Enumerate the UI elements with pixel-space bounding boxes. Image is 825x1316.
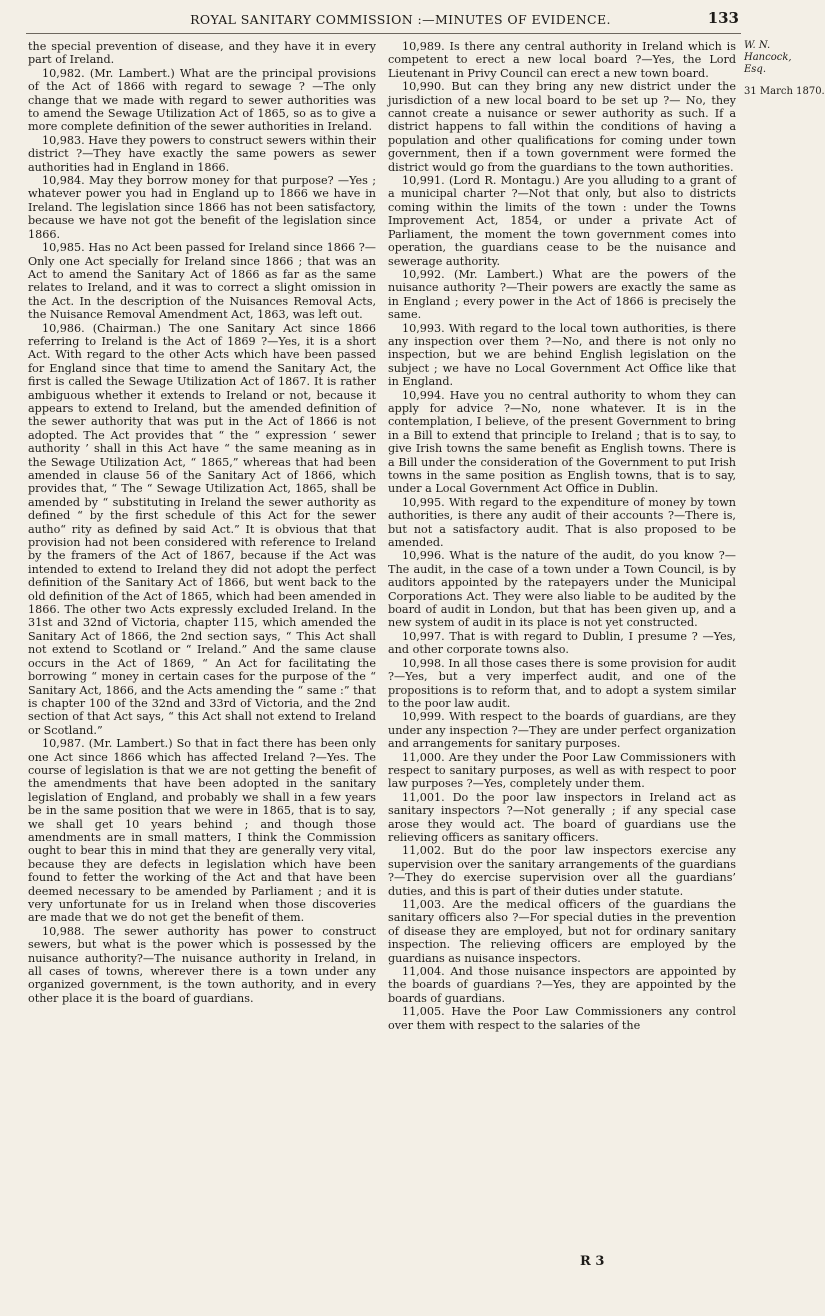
paragraph: 10,991. (Lord R. Montagu.) Are you alluding to a grant of a municipal charter ?—Not that only, but also to districts coming within the limits of the town : under the Towns Improvement Act, 1854, or under a private Act of Parliament, the moment the town government comes into operation, the guardians cease to be the nuisance and sewerage authority. xyxy=(388,174,736,268)
paragraph: 11,002. But do the poor law inspectors exercise any supervision over the sanitary arrangements of the guardians ?—They do exercise supervision over all the guardians’ duties, and this is part of their duties under statute. xyxy=(388,844,736,898)
paragraph: 11,000. Are they under the Poor Law Commissioners with respect to sanitary purposes, as well as with respect to poor law purposes ?—Yes, completely under them. xyxy=(388,750,736,791)
paragraph: 10,987. (Mr. Lambert.) So that in fact there has been only one Act since 1866 which has affected Ireland ?—Yes. The course of legislation is that we are not getting the benefit of the amendments that have been adopted in the sanitary legislation of England, and probably we shall in a few years be in the same position that we were in 1865, that is to say, we shall get 10 years behind ; and though those amendments are in small matters, I think the Commission ought to bear this in mind that they are generally very vital, because they are defects in legislation which have been found to fetter the working of the Act and that have been deemed necessary to be amended by Parliament ; and it is very unfortunate for us in Ireland when those discoveries are made that we do not get the benefit of them. xyxy=(28,737,376,925)
witness-name: W. N. xyxy=(744,40,771,51)
paragraph: 10,997. That is with regard to Dublin, I presume ? —Yes, and other corporate towns also. xyxy=(388,629,736,657)
right-column xyxy=(388,40,736,1032)
paragraph: 10,993. With regard to the local town authorities, is there any inspection over them ?—No, and there is not only no inspection, but we are behind English legislation on the subject ; we have no Local Government Act Office like that in England. xyxy=(388,321,736,389)
paragraph: 10,996. What is the nature of the audit, do you know ?—The audit, in the case of a town under a Town Council, is by auditors appointed by the ratepayers under the Municipal Corporations Act. They were also liable to be audited by the board of audit in London, but that has been given up, and a new system of audit in its place is not yet constructed. xyxy=(388,549,736,630)
witness-margin-note xyxy=(744,40,825,98)
paragraph: 10,983. Have they powers to construct sewers within their district ?—They have exactly the same powers as sewer authorities had in England in 1866. xyxy=(28,133,376,174)
header-rule xyxy=(26,33,741,34)
paragraph: 10,988. The sewer authority has power to construct sewers, but what is the power which is possessed by the nuisance authority?—The nuisance authority in Ireland, in all cases of towns, wherever there is a town under any organized government, is the town authority, and in every other place it is the board of guardians. xyxy=(28,924,376,1005)
paragraph: the special prevention of disease, and they have it in every part of Ireland. xyxy=(28,40,376,67)
paragraph: 11,004. And those nuisance inspectors are appointed by the boards of guardians ?—Yes, they are appointed by the boards of guardians. xyxy=(388,965,736,1005)
paragraph: 11,003. Are the medical officers of the guardians the sanitary officers also ?—For special duties in the prevention of disease they are employed, but not for ordinary sanitary inspection. The relieving officers are employed by the guardians as nuisance inspectors. xyxy=(388,898,736,965)
paragraph: 10,986. (Chairman.) The one Sanitary Act since 1866 referring to Ireland is the Act of 1869 ?—Yes, it is a short Act. With regard to the other Acts which have been passed for England since that time to amend the Sanitary Act, the first is called the Sewage Utilization Act of 1867. It is rather ambiguous whether it extends to Ireland or not, because it appears to extend to Ireland, but the amended definition of the sewer authority that was put in the Act of 1866 is not adopted. The Act provides that “ the “ expression ‘ sewer authority ’ shall in this Act have “ the same meaning as in the Sewage Utilization Act, “ 1865,” whereas that had been amended in clause 56 of the Sanitary Act of 1866, which provides that, “ The “ Sewage Utilization Act, 1865, shall be amended by “ substituting in Ireland the sewer authority as defined “ by the first schedule of this Act for the sewer autho“ rity as defined by said Act.” It is obvious that that provision had not been considered with reference to Ireland by the framers of the Act of 1867, because if the Act was intended to extend to Ireland they did not adopt the perfect definition of the Sanitary Act of 1866, but went back to the old definition of the Act of 1865, which had been amended in 1866. The other two Acts expressly excluded Ireland. In the 31st and 32nd of Victoria, chapter 115, which amended the Sanitary Act of 1866, the 2nd section says, “ This Act shall not extend to Scotland or “ Ireland.” And the same clause occurs in the Act of 1869, “ An Act for facilitating the borrowing “ money in certain cases for the purpose of the “ Sanitary Act, 1866, and the Acts amending the “ same :” that is chapter 100 of the 32nd and 33rd of Victoria, and the 2nd section of that Act says, “ this Act shall not extend to Ireland or Scotland.” xyxy=(28,321,376,737)
running-title: ROYAL SANITARY COMMISSION :—MINUTES OF EVIDENCE. xyxy=(190,12,611,27)
paragraph: 10,984. May they borrow money for that purpose? —Yes ; whatever power you had in England up to 1866 we have in Ireland. The legislation since 1866 has not been satisfactory, because we have not got the benefit of the legislation since 1866. xyxy=(28,174,376,241)
witness-title: Hancock, Esq. xyxy=(744,52,792,75)
paragraph: 10,999. With respect to the boards of guardians, are they under any inspection ?—They are under perfect organization and arrangements for sanitary purposes. xyxy=(388,710,736,751)
paragraph: 10,995. With regard to the expenditure of money by town authorities, is there any audit of their accounts ?—There is, but not a satisfactory audit. That is also proposed to be amended. xyxy=(388,495,736,550)
page-number: 133 xyxy=(707,9,739,27)
paragraph: 11,001. Do the poor law inspectors in Ireland act as sanitary inspectors ?—Not generally ; if any special case arose they would act. The board of guardians use the relieving officers as sanitary officers. xyxy=(388,790,736,844)
session-date: 31 March 1870. xyxy=(744,86,825,97)
paragraph: 10,982. (Mr. Lambert.) What are the principal provisions of the Act of 1866 with regard to sewage ? —The only change that we made with regard to sewer authorities was to amend the Sewage Utilization Act of 1865, so as to give a more complete definition of the sewer authorities in Ireland. xyxy=(28,66,376,134)
paragraph: 10,990. But can they bring any new district under the jurisdiction of a new local board to be set up ?— No, they cannot create a nuisance or sewer authority as such. If a district happens to fall within the conditions of having a population and other qualifications for coming under town government, then if a town government were formed the district would go from the guardians to the town authorities. xyxy=(388,80,736,174)
paragraph: 11,005. Have the Poor Law Commissioners any control over them with respect to the salaries of the xyxy=(388,1005,736,1032)
paragraph: 10,992. (Mr. Lambert.) What are the powers of the nuisance authority ?—Their powers are exactly the same as in England ; every power in the Act of 1866 is precisely the same. xyxy=(388,267,736,322)
signature-mark: R 3 xyxy=(580,1254,605,1269)
left-column xyxy=(28,40,376,1005)
paragraph: 10,989. Is there any central authority in Ireland which is competent to erect a new local board ?—Yes, the Lord Lieutenant in Privy Council can erect a new town board. xyxy=(388,40,736,80)
paragraph: 10,985. Has no Act been passed for Ireland since 1866 ?—Only one Act specially for Ireland since 1866 ; that was an Act to amend the Sanitary Act of 1866 as far as the same relates to Ireland, and it was to correct a slight omission in the Act. In the description of the Nuisances Removal Acts, the Nuisance Removal Amendment Act, 1863, was left out. xyxy=(28,241,376,322)
paragraph: 10,998. In all those cases there is some provision for audit ?—Yes, but a very imperfect audit, and one of the propositions is to reform that, and to adopt a system similar to the poor law audit. xyxy=(388,656,736,710)
running-header xyxy=(0,4,801,34)
paragraph: 10,994. Have you no central authority to whom they can apply for advice ?—No, none whatever. It is in the contemplation, I believe, of the present Government to bring in a Bill to extend that principle to Ireland ; that is to say, to give Irish towns the same benefit as English towns. There is a Bill under the consideration of the Government to put Irish towns in the same position as English towns, that is to say, under a Local Government Act Office in Dublin. xyxy=(388,388,736,496)
